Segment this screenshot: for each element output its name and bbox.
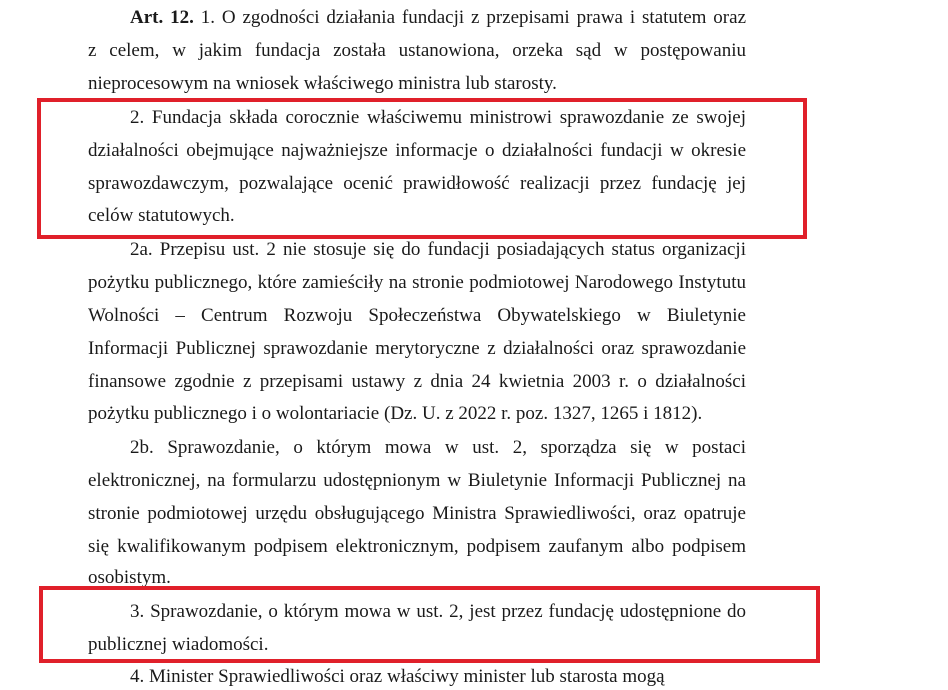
paragraph-4-line: 4. Minister Sprawiedliwości oraz właściwy minister lub starosta mogą xyxy=(130,666,665,687)
paragraph-2b-line: 2b. Sprawozdanie, o którym mowa w ust. 2, sporządza się w postaci xyxy=(130,437,746,458)
paragraph-2a-line: Wolności – Centrum Rozwoju Społeczeństwa Obywatelskiego w Biuletynie xyxy=(88,305,746,326)
paragraph-2-line: działalności obejmujące najważniejsze informacje o działalności fundacji w okresie xyxy=(88,140,746,161)
paragraph-2a-line: pożytku publicznego, które zamieściły na stronie podmiotowej Narodowego Instytutu xyxy=(88,272,746,293)
paragraph-2-line: sprawozdawczym, pozwalające ocenić prawidłowość realizacji przez fundację jej xyxy=(88,173,746,194)
article-line: z celem, w jakim fundacja została ustanowiona, orzeka sąd w postępowaniu xyxy=(88,40,746,61)
paragraph-3-line: publicznej wiadomości. xyxy=(88,634,269,655)
paragraph-4-clipped-line xyxy=(130,666,746,687)
paragraph-2a-line: pożytku publicznego i o wolontariacie (Dz. U. z 2022 r. poz. 1327, 1265 i 1812). xyxy=(88,403,703,424)
paragraph-2a-line: 2a. Przepisu ust. 2 nie stosuje się do fundacji posiadających status organizacji xyxy=(130,239,746,260)
paragraph-2-line: celów statutowych. xyxy=(88,205,235,226)
paragraph-2a-line: Informacji Publicznej sprawozdanie merytoryczne z działalności oraz sprawozdanie xyxy=(88,338,746,359)
paragraph-2b-line: stronie podmiotowej urzędu obsługującego Ministra Sprawiedliwości, oraz opatruje xyxy=(88,503,746,524)
paragraph-3-line: 3. Sprawozdanie, o którym mowa w ust. 2, jest przez fundację udostępnione do xyxy=(130,601,746,622)
paragraph-2-line: 2. Fundacja składa corocznie właściwemu ministrowi sprawozdanie ze swojej xyxy=(130,107,746,128)
paragraph-2b-clipped-line xyxy=(88,565,746,588)
paragraph-2b-line: elektronicznej, na formularzu udostępnionym w Biuletynie Informacji Publicznej na xyxy=(88,470,746,491)
paragraph-2b-line: osobistym. xyxy=(88,567,171,588)
article-label: Art. 12. xyxy=(130,7,194,28)
article-line xyxy=(130,5,746,31)
article-text: 1. O zgodności działania fundacji z przepisami prawa i statutem oraz xyxy=(193,7,746,28)
article-line: nieprocesowym na wniosek właściwego ministra lub starosty. xyxy=(88,73,557,94)
paragraph-2b-line: się kwalifikowanym podpisem elektronicznym, podpisem zaufanym albo podpisem xyxy=(88,536,746,557)
paragraph-2a-line: finansowe zgodnie z przepisami ustawy z dnia 24 kwietnia 2003 r. o działalności xyxy=(88,371,746,392)
